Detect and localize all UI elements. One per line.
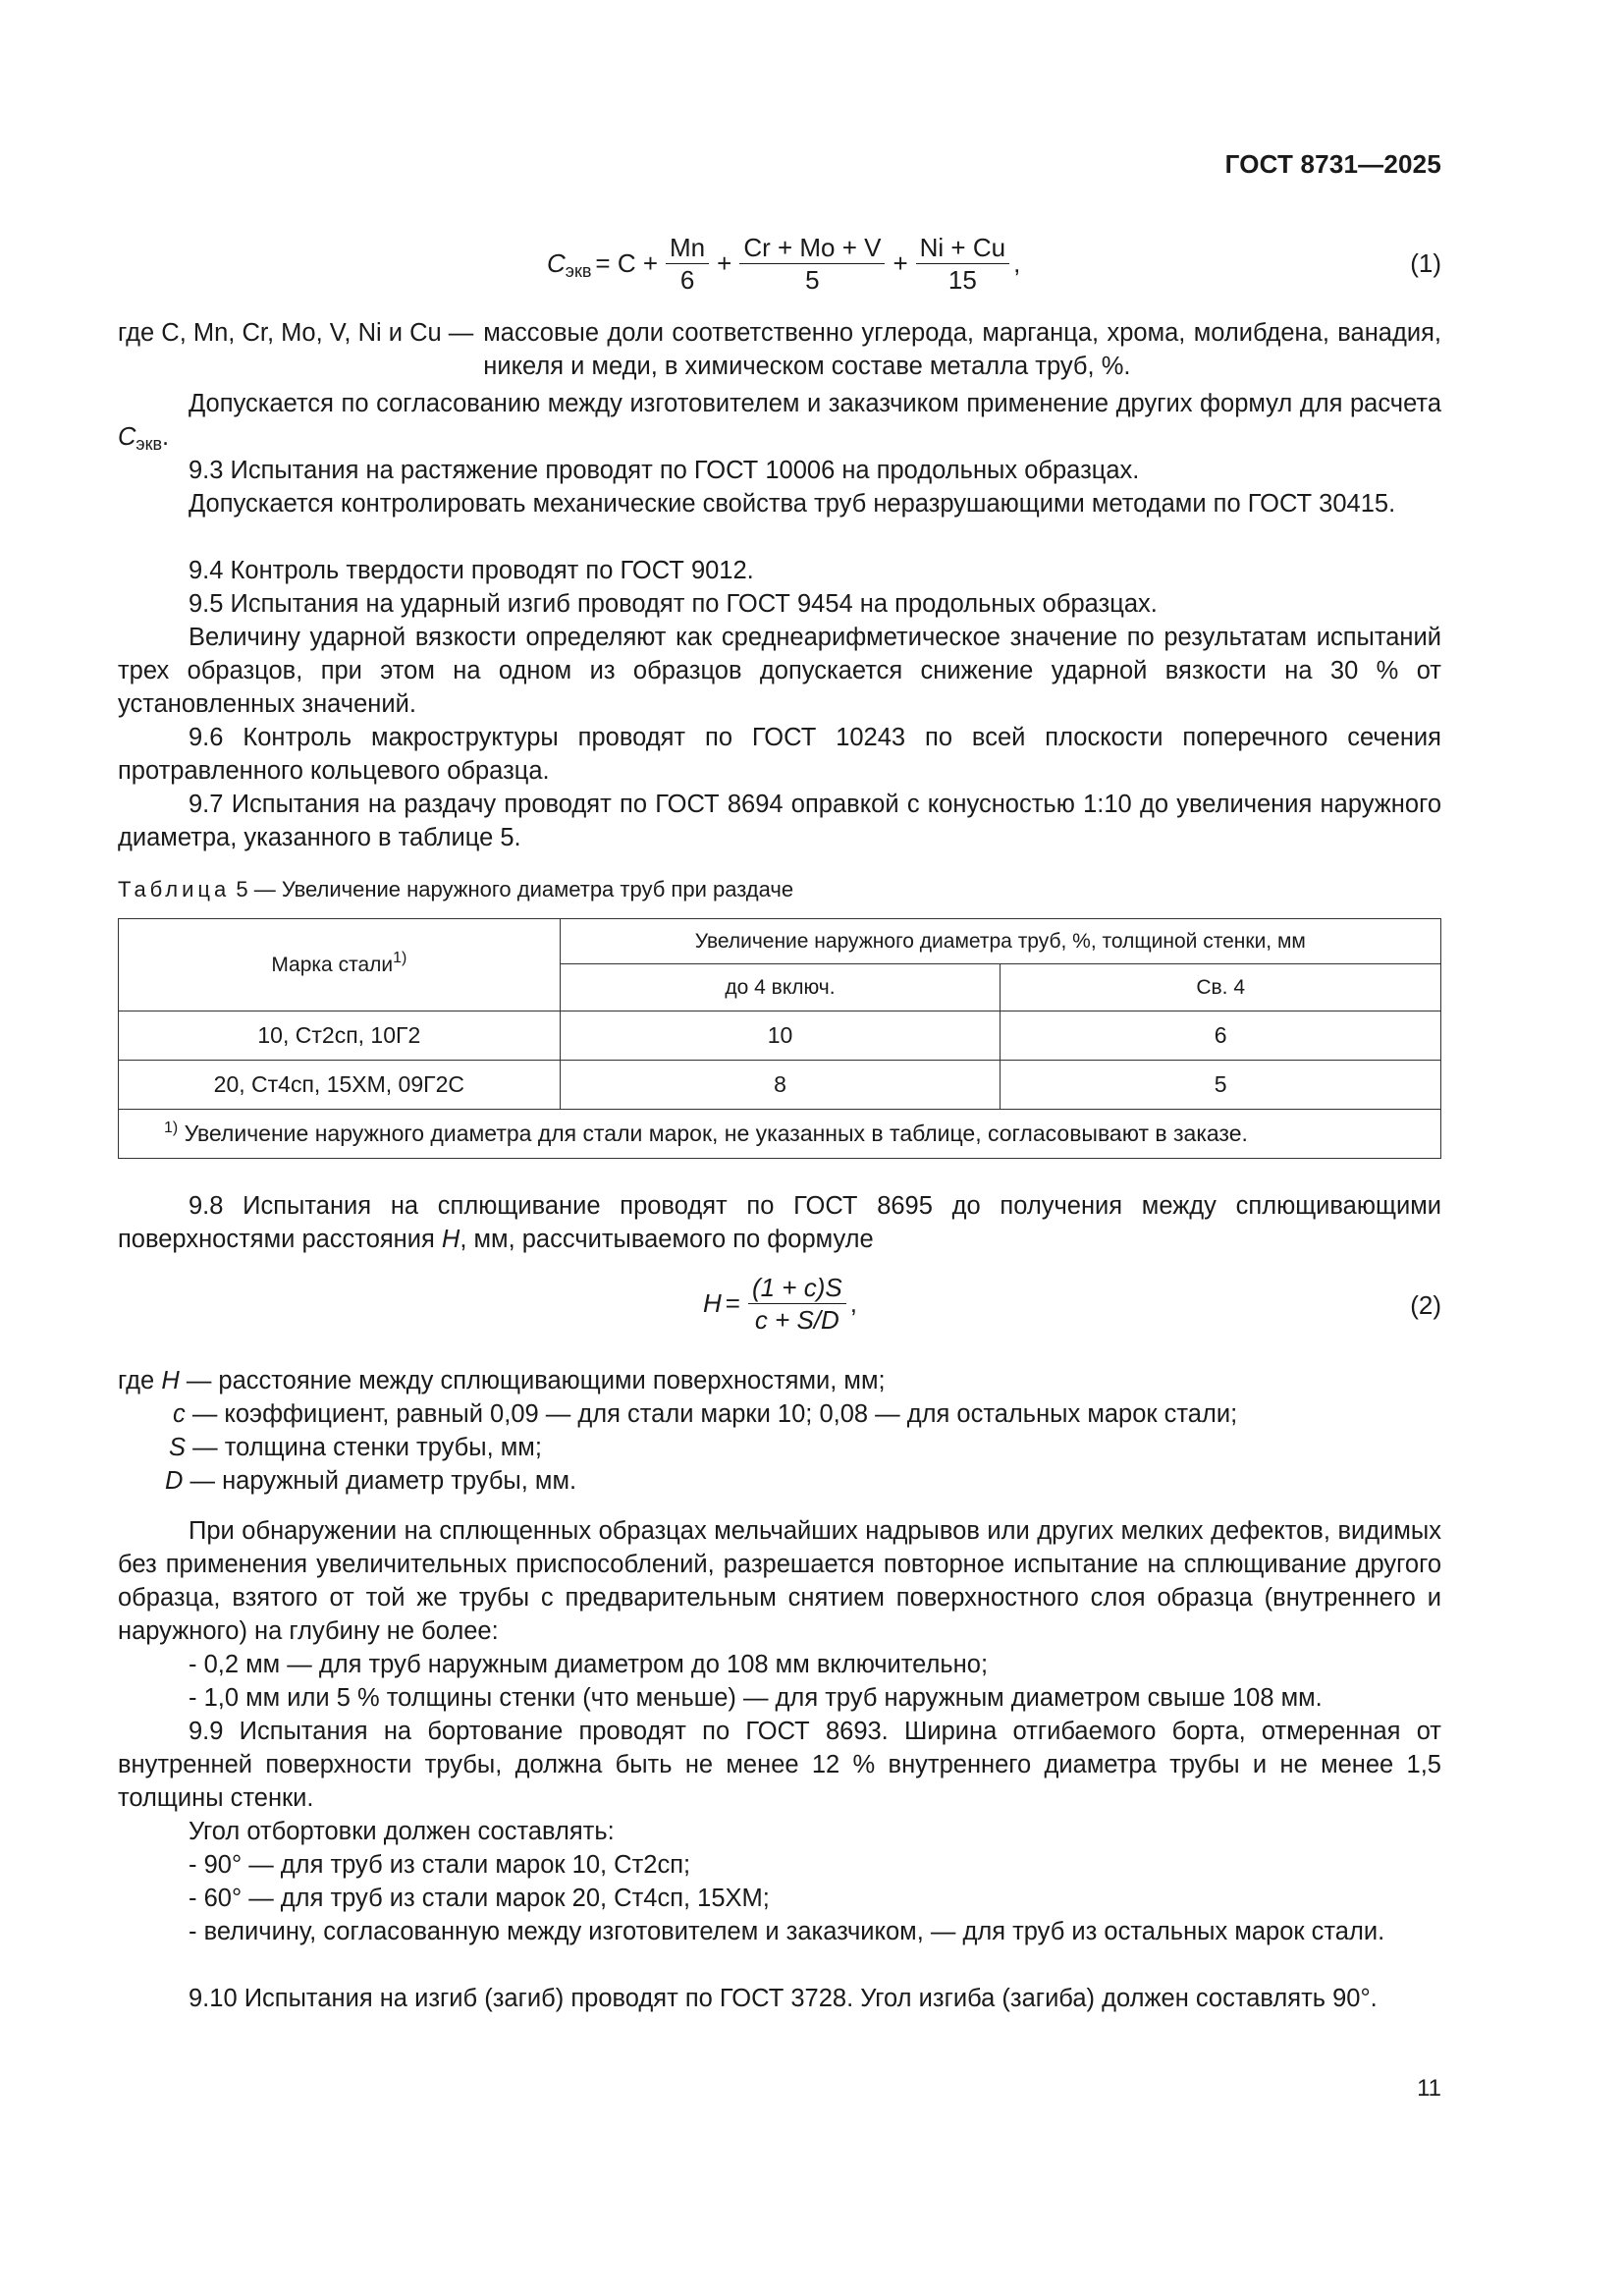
list-item-0-2mm: - 0,2 мм — для труб наружным диаметром до 108 мм включительно; [189, 1651, 989, 1678]
formula-2-number: (2) [1410, 1290, 1441, 1320]
table-row [119, 1061, 1441, 1110]
list-item-60deg: - 60° — для труб из стали марок 20, Ст4сп, 15ХМ; [189, 1885, 770, 1912]
paragraph-9-9-angle: Угол отбортовки должен составлять: [189, 1818, 615, 1845]
paragraph-9-10: 9.10 Испытания на изгиб (загиб) проводят по ГОСТ 3728. Угол изгиба (загиба) должен составлять 90°. [189, 1985, 1378, 2012]
formula-1-comma: , [1013, 248, 1021, 278]
paragraph-9-5: 9.5 Испытания на ударный изгиб проводят по ГОСТ 9454 на продольных образцах. [189, 590, 1158, 618]
paragraph-9-3: 9.3 Испытания на растяжение проводят по ГОСТ 10006 на продольных образцах. [189, 457, 1140, 484]
table-header-grade: Марка стали$^{1)}$ [119, 919, 561, 1011]
table-cell-over4: 5 [1001, 1061, 1441, 1110]
paragraph-allow-formulas: Допускается по согласованию между изготовителем и заказчиком применение других формул для расчета $C_{экв}$. [118, 390, 1441, 454]
list-item-agreed: - величину, согласованную между изготовителем и заказчиком, — для труб из остальных марок стали. [189, 1918, 1385, 1945]
table-header-over4: Св. 4 [1001, 964, 1441, 1011]
list-item-1-0mm: - 1,0 мм или 5 % толщины стенки (что меньше) — для труб наружным диаметром свыше 108 мм. [189, 1684, 1323, 1712]
table-header-group: Увеличение наружного диаметра труб, %, толщиной стенки, мм [560, 919, 1440, 964]
formula-1-fraction-nicu: $\frac{Ni + Cu}{15}$ [916, 234, 1009, 294]
paragraph-flattening-defects: При обнаружении на сплющенных образцах мельчайших надрывов или других мелких дефектов, видимых без применения увеличительных приспособлений, разрешается повторное испытание на сплющивание другого образца, взятого от той же трубы с предварительным снятием поверхностного слоя образца (внутреннего и наружного) на глубину не более: [118, 1517, 1441, 1645]
table-cell-upto4: 10 [560, 1011, 1001, 1061]
formula-2-legend-c: c — коэффициент, равный 0,09 — для стали марки 10; 0,08 — для остальных марок стали; [173, 1400, 1238, 1428]
paragraph-9-3-note: Допускается контролировать механические свойства труб неразрушающими методами по ГОСТ 30415. [189, 490, 1396, 518]
table-cell-over4: 6 [1001, 1011, 1441, 1061]
table-5 [118, 918, 1441, 1159]
formula-2-legend-s: S — толщина стенки трубы, мм; [169, 1434, 542, 1461]
table-header-row [119, 919, 1441, 964]
paragraph-9-6: 9.6 Контроль макроструктуры проводят по ГОСТ 10243 по всей плоскости поперечного сечения протравленного кольцевого образца. [118, 724, 1441, 785]
table-cell-upto4: 8 [560, 1061, 1001, 1110]
paragraph-9-4: 9.4 Контроль твердости проводят по ГОСТ 9012. [189, 557, 754, 584]
list-item-90deg: - 90° — для труб из стали марок 10, Ст2сп; [189, 1851, 691, 1879]
table-header-upto4: до 4 включ. [560, 964, 1001, 1011]
formula-2-legend-h: где H — расстояние между сплющивающими поверхностями, мм; [118, 1367, 886, 1394]
document-id-header: ГОСТ 8731—2025 [1224, 149, 1441, 179]
table-cell-grade: 10, Ст2сп, 10Г2 [119, 1011, 561, 1061]
formula-1 [547, 234, 1020, 294]
page-number: 11 [1417, 2075, 1441, 2102]
paragraph-9-8: 9.8 Испытания на сплющивание проводят по ГОСТ 8695 до получения между сплющивающими поверхностями расстояния H, мм, рассчитываемого по формуле [118, 1192, 1441, 1253]
formula-1-plus: + [893, 248, 908, 278]
paragraph-9-7: 9.7 Испытания на раздачу проводят по ГОСТ 8694 оправкой с конусностью 1:10 до увеличения наружного диаметра, указанного в таблице 5. [118, 791, 1441, 851]
formula-2 [703, 1274, 857, 1334]
formula-1-plus: + [717, 248, 732, 278]
table-footnote-row [119, 1110, 1441, 1159]
formula-1-fraction-mn: $\frac{Mn}{6}$ [666, 234, 709, 294]
table-footnote: $^{1)}$ Увеличение наружного диаметра для стали марок, не указанных в таблице, согласовывают в заказе. [119, 1110, 1441, 1159]
formula-1-number: (1) [1410, 248, 1441, 278]
formula-2-eq: = [725, 1288, 740, 1318]
table-cell-grade: 20, Ст4сп, 15ХМ, 09Г2С [119, 1061, 561, 1110]
formula-2-lhs: H [703, 1288, 722, 1318]
table-5-caption [118, 877, 793, 902]
table-5-caption-title: 5 — Увеличение наружного диаметра труб при раздаче [236, 877, 794, 902]
table-row [119, 1011, 1441, 1061]
paragraph-9-9: 9.9 Испытания на бортование проводят по ГОСТ 8693. Ширина отгибаемого борта, отмеренная от внутренней поверхности трубы, должна быть не менее 12 % внутреннего диаметра трубы и не менее 1,5 толщины стенки. [118, 1718, 1441, 1812]
formula-1-legend-label: где C, Mn, Cr, Mo, V, Ni и Cu — [118, 319, 474, 347]
paragraph-9-5-note: Величину ударной вязкости определяют как среднеарифметическое значение по результатам испытаний трех образцов, при этом на одном из образцов допускается снижение ударной вязкости на 30 % от установленных значений. [118, 624, 1441, 718]
formula-1-lhs-sub: экв [565, 261, 592, 281]
formula-2-fraction: $\frac{(1 + c)S}{c + S/D}$ [748, 1274, 846, 1334]
formula-1-fraction-crmov: $\frac{Cr + Mo + V}{5}$ [739, 234, 885, 294]
table-5-caption-word: Таблица [118, 877, 231, 902]
formula-2-comma: , [849, 1288, 857, 1318]
formula-1-legend-text: массовые доли соответственно углерода, марганца, хрома, молибдена, ванадия, никеля и меди, в химическом составе металла труб, %. [483, 319, 1441, 380]
formula-2-legend-d: D — наружный диаметр трубы, мм. [165, 1467, 577, 1495]
formula-1-eq: = C + [595, 248, 658, 278]
formula-1-legend [118, 316, 1441, 383]
formula-1-lhs: C [547, 248, 566, 278]
